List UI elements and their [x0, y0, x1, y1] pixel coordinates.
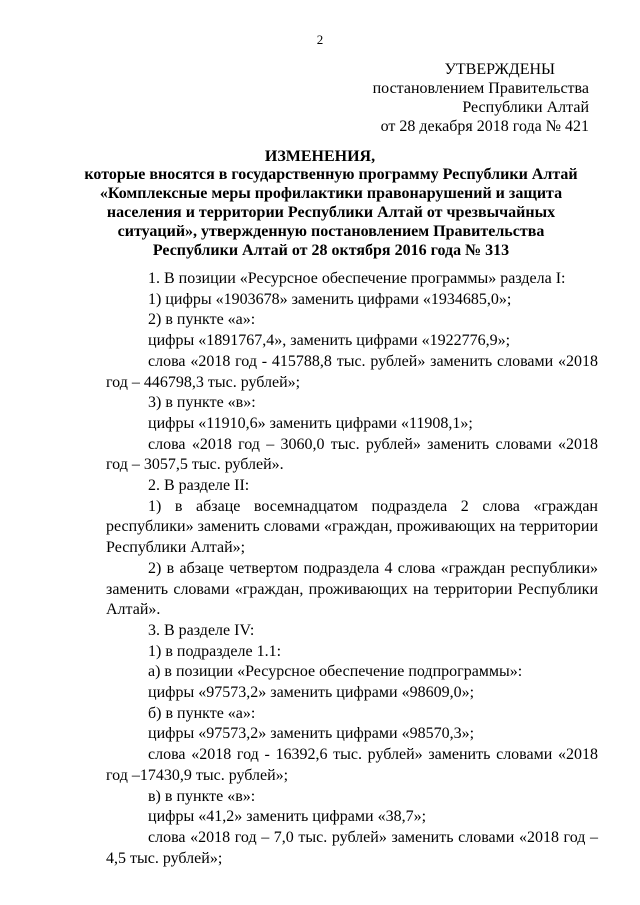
document-title: ИЗМЕНЕНИЯ,	[264, 148, 376, 165]
body-paragraph: 2) в абзаце четвертом подраздела 4 слова «граждан республики» заменить словами «граждан, проживающих на территории Республики Алтай».	[106, 559, 598, 619]
body-paragraph: слова «2018 год – 7,0 тыс. рублей» заменить словами «2018 год – 4,5 тыс. рублей»;	[106, 828, 598, 867]
approval-line-date: от 28 декабря 2018 года № 421	[380, 118, 589, 135]
approval-block	[373, 60, 589, 136]
body-paragraph: 1) в подразделе 1.1:	[148, 642, 282, 660]
page-number: 2	[316, 32, 324, 47]
document-subtitle: которые вносятся в государственную программу Республики Алтай «Комплексные меры профилактики правонарушений и защита населения и территории Республики Алтай от чрезвычайных ситуаций», утвержденную постановлением Правительства Республики Алтай от 28 октября 2016 года № 313	[84, 166, 578, 259]
body-paragraph: 1) цифры «1903678» заменить цифрами «1934685,0»;	[148, 290, 512, 308]
body-paragraph: слова «2018 год – 3060,0 тыс. рублей» заменить словами «2018 год – 3057,5 тыс. рублей».	[106, 435, 598, 474]
body-paragraph: цифры «41,2» заменить цифрами «38,7»;	[148, 808, 427, 826]
body-paragraph: 3. В разделе IV:	[148, 621, 255, 639]
document-body	[106, 269, 598, 869]
body-paragraph: 2) в пункте «а»:	[148, 311, 256, 329]
body-paragraph: цифры «1891767,4», заменить цифрами «1922776,9»;	[148, 332, 511, 350]
approval-line-region: Республики Алтай	[462, 99, 589, 116]
body-paragraph: цифры «97573,2» заменить цифрами «98609,0»;	[148, 684, 475, 702]
body-paragraph: б) в пункте «а»:	[148, 704, 256, 722]
body-paragraph: в) в пункте «в»:	[148, 787, 256, 805]
body-paragraph: слова «2018 год - 415788,8 тыс. рублей» заменить словами «2018 год – 446798,3 тыс. рублей»;	[106, 352, 598, 391]
approval-line-issuer: постановлением Правительства	[372, 80, 589, 97]
body-paragraph: цифры «97573,2» заменить цифрами «98570,3»;	[148, 725, 475, 743]
approval-heading: УТВЕРЖДЕНЫ	[444, 61, 555, 78]
body-paragraph: 1) в абзаце восемнадцатом подраздела 2 слова «граждан республики» заменить словами «граждан, проживающих на территории Республики Алтай»;	[106, 497, 598, 557]
body-paragraph: 3) в пункте «в»:	[148, 394, 256, 412]
body-paragraph: 2. В разделе II:	[148, 477, 250, 495]
body-paragraph: а) в позиции «Ресурсное обеспечение подпрограммы»:	[148, 663, 523, 681]
body-paragraph: цифры «11910,6» заменить цифрами «11908,1»;	[148, 414, 473, 432]
body-paragraph: слова «2018 год - 16392,6 тыс. рублей» заменить словами «2018 год –17430,9 тыс. рублей»;	[106, 746, 598, 784]
body-paragraph: 1. В позиции «Ресурсное обеспечение программы» раздела I:	[148, 270, 566, 287]
